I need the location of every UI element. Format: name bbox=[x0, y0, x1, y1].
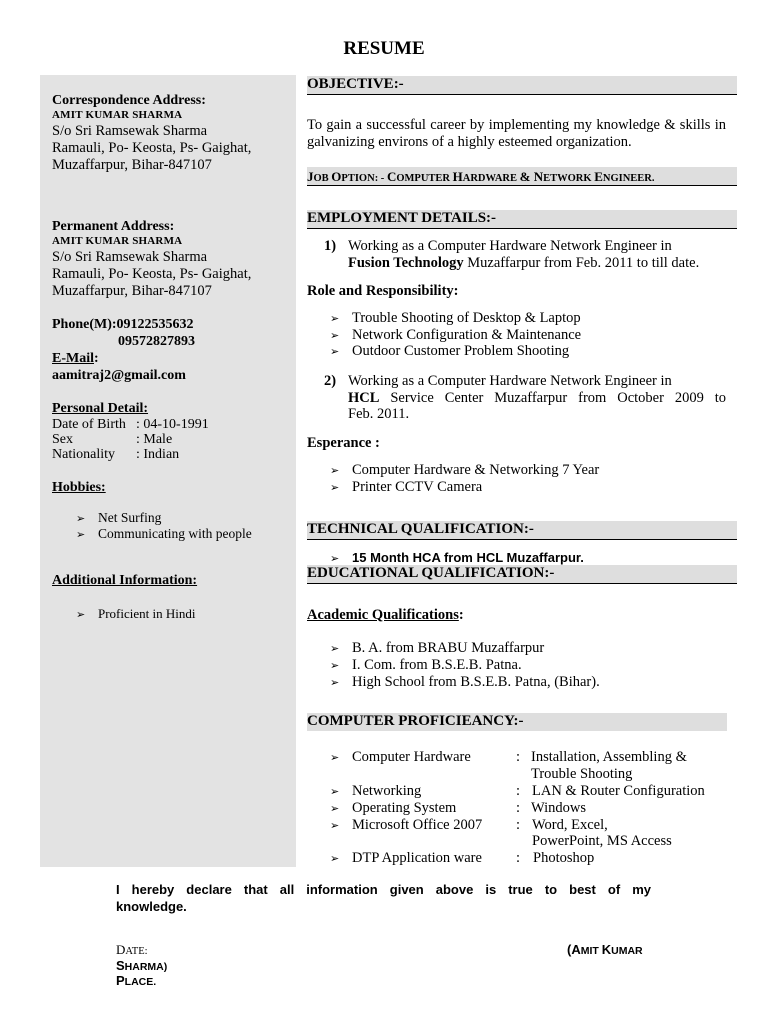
proficiency-value: Trouble Shooting bbox=[531, 766, 633, 782]
arrow-bullet-icon: ➢ bbox=[330, 552, 340, 565]
arrow-bullet-icon: ➢ bbox=[330, 751, 340, 764]
role-item: ➢ Trouble Shooting of Desktop & Laptop bbox=[330, 310, 581, 326]
arrow-bullet-icon: ➢ bbox=[330, 345, 340, 358]
esperance-heading: Esperance : bbox=[307, 435, 380, 451]
permanent-line: S/o Sri Ramsewak Sharma bbox=[52, 249, 208, 265]
personal-value: : Indian bbox=[136, 447, 180, 462]
permanent-line: Ramauli, Po- Keosta, Ps- Gaighat, bbox=[52, 266, 252, 282]
date-label: DATE: bbox=[116, 942, 148, 957]
phone-primary: 09122535632 bbox=[116, 317, 194, 332]
arrow-bullet-icon: ➢ bbox=[330, 464, 340, 477]
signature-name-continued: SHARMA) bbox=[116, 958, 168, 973]
arrow-bullet-icon: ➢ bbox=[330, 785, 340, 798]
esperance-item: ➢ Computer Hardware & Networking 7 Year bbox=[330, 462, 600, 478]
proficiency-item: ➢ Networking bbox=[330, 783, 422, 799]
correspondence-line: Muzaffarpur, Bihar-847107 bbox=[52, 157, 212, 173]
employment-entry-line: Fusion Technology Muzaffarpur from Feb. 2011 to till date. bbox=[348, 255, 700, 271]
arrow-bullet-icon: ➢ bbox=[330, 659, 340, 672]
proficiency-value: Word, Excel, bbox=[532, 817, 608, 833]
arrow-bullet-icon: ➢ bbox=[330, 819, 340, 832]
proficiency-value: Windows bbox=[531, 800, 586, 816]
hobby-item: ➢ Communicating with people bbox=[76, 526, 252, 541]
arrow-bullet-icon: ➢ bbox=[76, 608, 86, 621]
employment-number: 2) bbox=[324, 373, 337, 389]
employment-entry: Working as a Computer Hardware Network Engineer in bbox=[348, 238, 672, 254]
proficiency-item: ➢ Microsoft Office 2007 bbox=[330, 817, 483, 833]
educational-heading: EDUCATIONAL QUALIFICATION:- bbox=[307, 565, 555, 581]
technical-heading: TECHNICAL QUALIFICATION:- bbox=[307, 521, 534, 537]
declaration-line: I hereby declare that all information given above is true to best of my bbox=[116, 882, 651, 897]
permanent-name: AMIT KUMAR SHARMA bbox=[52, 235, 183, 247]
phone-row bbox=[52, 316, 194, 333]
esperance-item: ➢ Printer CCTV Camera bbox=[330, 479, 483, 495]
correspondence-line: Ramauli, Po- Keosta, Ps- Gaighat, bbox=[52, 140, 252, 156]
proficiency-item: ➢ Operating System bbox=[330, 800, 457, 816]
employment-number: 1) bbox=[324, 238, 337, 254]
proficiency-colon: : bbox=[516, 800, 521, 816]
objective-heading: OBJECTIVE:- bbox=[307, 76, 404, 92]
academic-heading: Academic Qualifications bbox=[307, 607, 459, 623]
correspondence-heading: Correspondence Address: bbox=[52, 93, 206, 108]
proficiency-colon: : bbox=[516, 783, 521, 799]
personal-label: Sex bbox=[52, 432, 73, 447]
personal-label: Nationality bbox=[52, 447, 115, 462]
email-label: E-Mail bbox=[52, 351, 94, 366]
arrow-bullet-icon: ➢ bbox=[330, 676, 340, 689]
personal-label: Date of Birth bbox=[52, 417, 126, 432]
academic-heading-row: Academic Qualifications: bbox=[307, 607, 464, 623]
place-label: PLACE. bbox=[116, 973, 157, 988]
computer-heading: COMPUTER PROFICIEANCY:- bbox=[307, 713, 524, 729]
company-name: Fusion Technology bbox=[348, 255, 464, 271]
permanent-heading: Permanent Address: bbox=[52, 219, 175, 234]
arrow-bullet-icon: ➢ bbox=[76, 512, 86, 525]
arrow-bullet-icon: ➢ bbox=[330, 642, 340, 655]
arrow-bullet-icon: ➢ bbox=[76, 528, 86, 541]
technical-item: ➢ 15 Month HCA from HCL Muzaffarpur. bbox=[330, 550, 584, 565]
personal-heading: Personal Detail: bbox=[52, 401, 149, 416]
role-item: ➢ Network Configuration & Maintenance bbox=[330, 327, 582, 343]
proficiency-value: PowerPoint, MS Access bbox=[532, 833, 672, 849]
arrow-bullet-icon: ➢ bbox=[330, 852, 340, 865]
sidebar bbox=[40, 75, 296, 867]
proficiency-colon: : bbox=[516, 749, 521, 765]
additional-item: ➢ Proficient in Hindi bbox=[76, 606, 196, 621]
arrow-bullet-icon: ➢ bbox=[330, 312, 340, 325]
email-value[interactable]: aamitraj2@gmail.com bbox=[52, 368, 186, 383]
objective-text: To gain a successful career by implementing my knowledge & skills in galvanizing environs of a highly esteemed organization. bbox=[307, 117, 726, 150]
personal-value: : 04-10-1991 bbox=[136, 417, 209, 432]
employment-entry-line: Feb. 2011. bbox=[348, 406, 410, 422]
additional-heading: Additional Information: bbox=[52, 573, 198, 588]
correspondence-name: AMIT KUMAR SHARMA bbox=[52, 109, 183, 121]
proficiency-value: Photoshop bbox=[533, 850, 595, 866]
employment-heading: EMPLOYMENT DETAILS:- bbox=[307, 210, 497, 226]
role-heading: Role and Responsibility: bbox=[307, 283, 459, 299]
job-option-heading: JOB OPTION: - COMPUTER HARDWARE & NETWORK ENGINEER. bbox=[307, 169, 655, 184]
role-item: ➢ Outdoor Customer Problem Shooting bbox=[330, 343, 570, 359]
employment-entry-line: HCL Service Center Muzaffarpur from October 2009 to bbox=[348, 390, 726, 406]
correspondence-line: S/o Sri Ramsewak Sharma bbox=[52, 123, 208, 139]
arrow-bullet-icon: ➢ bbox=[330, 481, 340, 494]
resume-title: RESUME bbox=[343, 38, 425, 59]
academic-item: ➢ B. A. from BRABU Muzaffarpur bbox=[330, 640, 545, 656]
email-colon: : bbox=[94, 351, 99, 366]
proficiency-item: ➢ Computer Hardware bbox=[330, 749, 471, 765]
proficiency-colon: : bbox=[516, 850, 521, 866]
phone-label: Phone(M): bbox=[52, 317, 117, 332]
proficiency-item: ➢ DTP Application ware bbox=[330, 850, 482, 866]
proficiency-value: LAN & Router Configuration bbox=[532, 783, 705, 799]
personal-value: : Male bbox=[136, 432, 173, 447]
company-name: HCL bbox=[348, 390, 380, 406]
arrow-bullet-icon: ➢ bbox=[330, 329, 340, 342]
proficiency-colon: : bbox=[516, 817, 521, 833]
academic-item: ➢ High School from B.S.E.B. Patna, (Bihar). bbox=[330, 674, 600, 690]
academic-item: ➢ I. Com. from B.S.E.B. Patna. bbox=[330, 657, 522, 673]
permanent-line: Muzaffarpur, Bihar-847107 bbox=[52, 283, 212, 299]
arrow-bullet-icon: ➢ bbox=[330, 802, 340, 815]
signature-name: (AMIT KUMAR bbox=[567, 942, 643, 957]
hobby-item: ➢ Net Surfing bbox=[76, 510, 162, 525]
declaration-line: knowledge. bbox=[116, 899, 187, 914]
email-heading-row bbox=[52, 350, 99, 367]
hobbies-heading: Hobbies: bbox=[52, 480, 106, 495]
employment-entry: Working as a Computer Hardware Network Engineer in bbox=[348, 373, 672, 389]
proficiency-value: Installation, Assembling & bbox=[531, 749, 687, 765]
phone-secondary: 09572827893 bbox=[118, 334, 195, 349]
